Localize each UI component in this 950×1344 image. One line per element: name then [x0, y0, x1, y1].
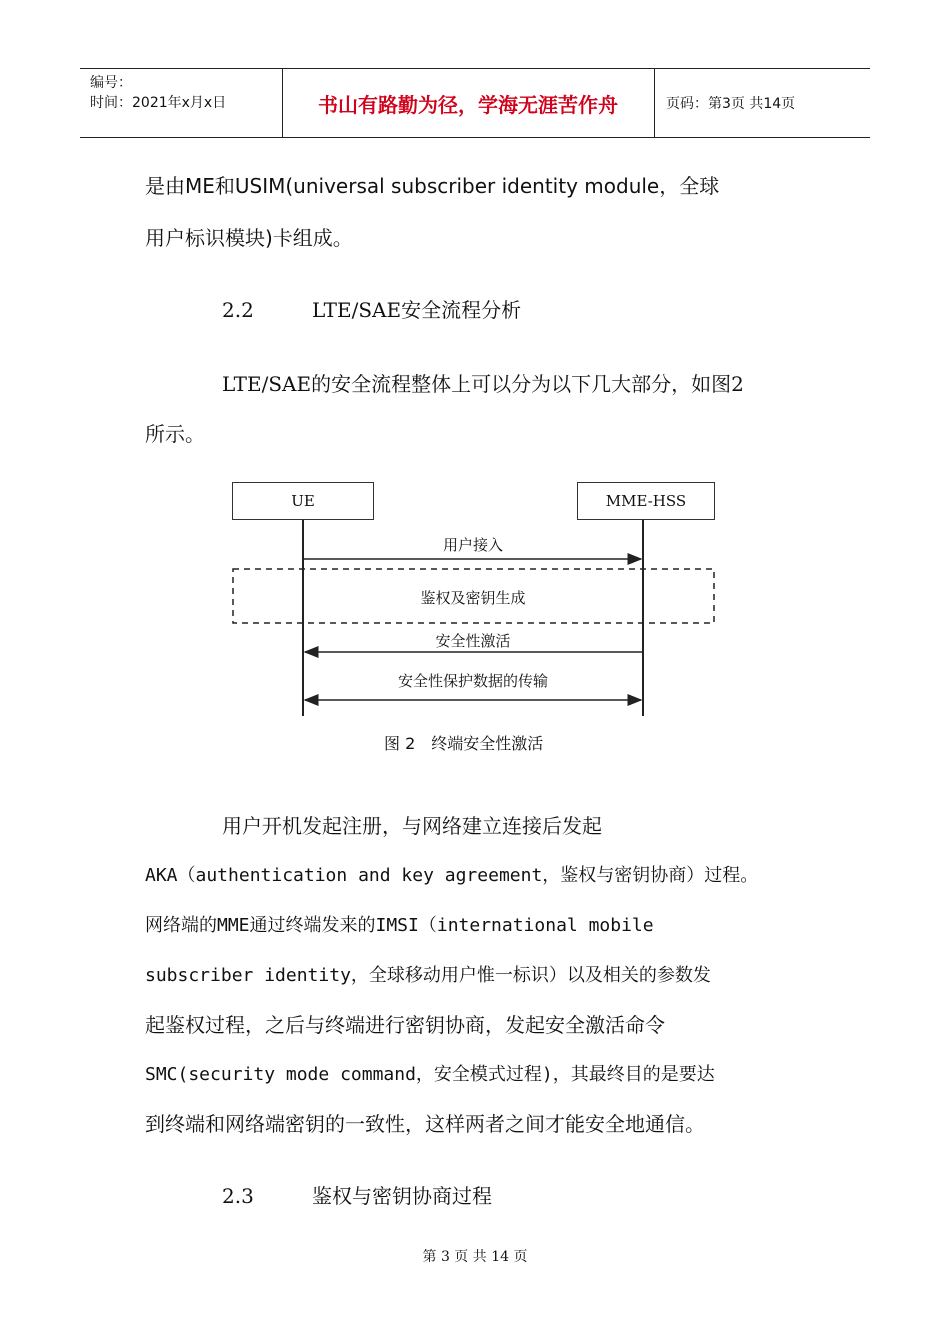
section-number: 2.3	[222, 1184, 254, 1208]
paragraph-line: 起鉴权过程，之后与终端进行密钥协商，发起安全激活命令	[145, 1013, 665, 1037]
paragraph-line: 到终端和网络端密钥的一致性，这样两者之间才能安全地通信。	[145, 1112, 705, 1136]
step-user-access: 用户接入	[442, 536, 503, 554]
paragraph-line: SMC(security mode command，安全模式过程)，其最终目的是要达	[145, 1064, 715, 1085]
step-security-activation: 安全性激活	[435, 632, 511, 650]
header-page-info: 页码：第3页 共14页	[666, 96, 796, 112]
step-protected-data: 安全性保护数据的传输	[397, 672, 548, 690]
paragraph-line: 用户标识模块)卡组成。	[145, 226, 353, 250]
paragraph-line: subscriber identity，全球移动用户惟一标识）以及相关的参数发	[145, 965, 711, 986]
paragraph-line: LTE/SAE的安全流程整体上可以分为以下几大部分，如图2	[222, 372, 744, 396]
section-title: 鉴权与密钥协商过程	[312, 1184, 492, 1208]
section-heading-2-3	[222, 1180, 492, 1209]
paragraph-line: 用户开机发起注册，与网络建立连接后发起	[222, 814, 602, 838]
header-motto: 书山有路勤为径，学海无涯苦作舟	[318, 92, 618, 117]
section-heading-2-2	[222, 294, 521, 323]
figure-caption: 图 2 终端安全性激活	[384, 734, 544, 753]
sequence-diagram	[232, 478, 722, 724]
paragraph-line: 网络端的MME通过终端发来的IMSI（international mobile	[145, 915, 654, 936]
section-number: 2.2	[222, 298, 254, 322]
ue-box: UE	[232, 482, 374, 520]
step-auth-key-gen: 鉴权及密钥生成	[420, 589, 526, 607]
paragraph-line: 所示。	[145, 422, 205, 446]
page-footer: 第 3 页 共 14 页	[422, 1249, 528, 1265]
paragraph-line: 是由ME和USIM(universal subscriber identity module，全球	[145, 174, 720, 198]
header-meta	[90, 73, 226, 113]
page-header	[80, 68, 870, 138]
section-title: LTE/SAE安全流程分析	[312, 298, 522, 322]
header-divider	[654, 69, 655, 137]
serial-label: 编号：	[90, 75, 132, 91]
paragraph-line: AKA（authentication and key agreement，鉴权与密钥协商）过程。	[145, 865, 759, 886]
time-label: 时间：2021年x月x日	[90, 95, 227, 111]
mme-hss-box: MME-HSS	[577, 482, 715, 520]
